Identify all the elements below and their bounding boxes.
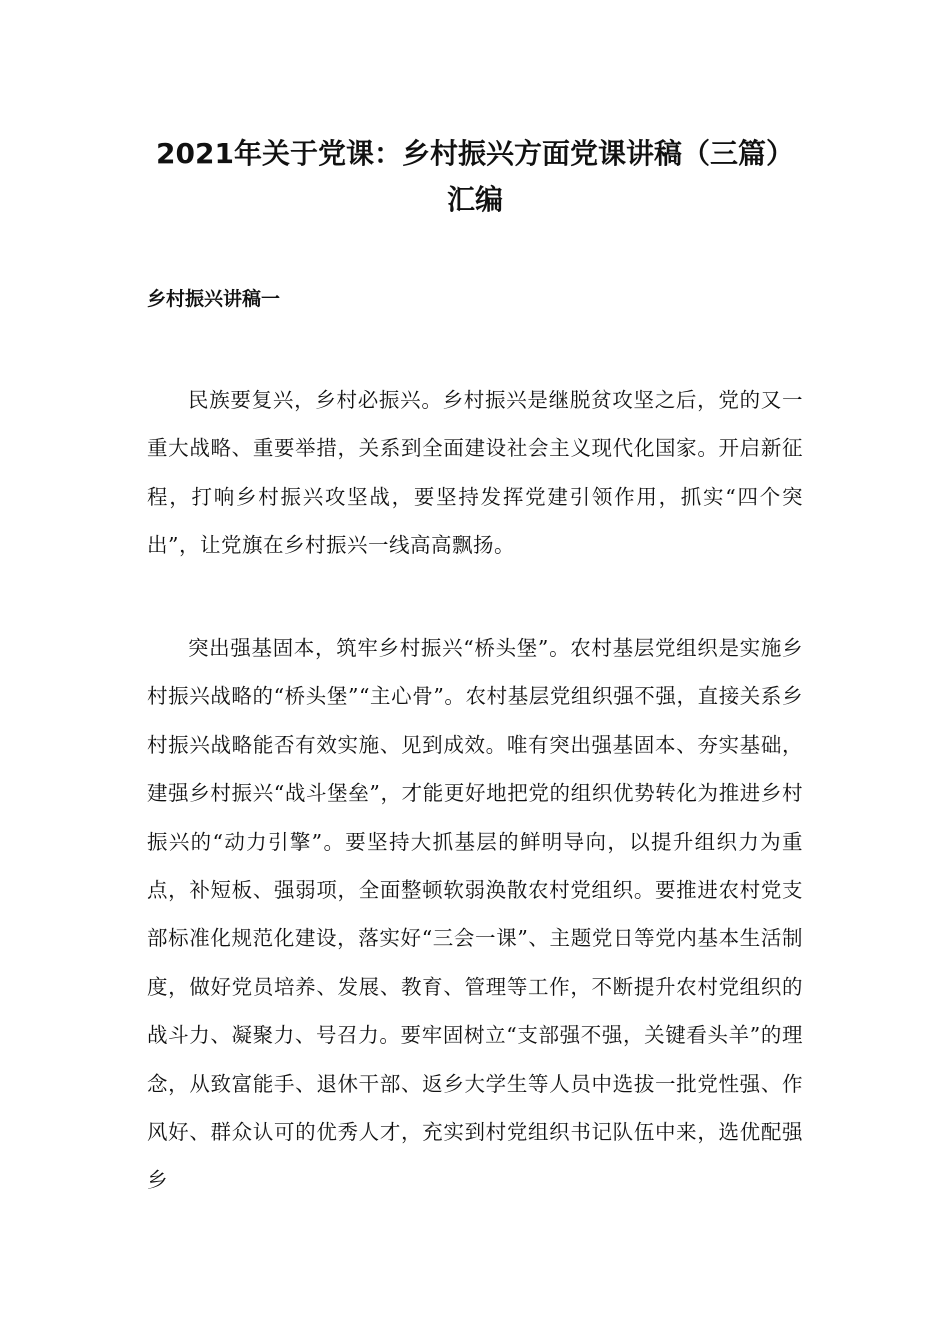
document-title-line-1: 2021年关于党课：乡村振兴方面党课讲稿（三篇） xyxy=(156,137,794,170)
body-paragraph: 民族要复兴，乡村必振兴。乡村振兴是继脱贫攻坚之后，党的又一重大战略、重要举措，关系到全面建设社会主义现代化国家。开启新征程，打响乡村振兴攻坚战，要坚持发挥党建引领作用，抓实“四个突出”，让党旗在乡村振兴一线高高飘扬。 xyxy=(147,388,803,558)
body-paragraph: 突出强基固本，筑牢乡村振兴“桥头堡”。农村基层党组织是实施乡村振兴战略的“桥头堡”“主心骨”。农村基层党组织强不强，直接关系乡村振兴战略能否有效实施、见到成效。唯有突出强基固本、夯实基础，建强乡村振兴“战斗堡垒”，才能更好地把党的组织优势转化为推进乡村振兴的“动力引擎”。要坚持大抓基层的鲜明导向，以提升组织力为重点，补短板、强弱项，全面整顿软弱涣散农村党组织。要推进农村党支部标准化规范化建设，落实好“三会一课”、主题党日等党内基本生活制度，做好党员培养、发展、教育、管理等工作，不断提升农村党组织的战斗力、凝聚力、号召力。要牢固树立“支部强不强，关键看头羊”的理念，从致富能手、退休干部、返乡大学生等人员中选拔一批党性强、作风好、群众认可的优秀人才，充实到村党组织书记队伍中来，选优配强乡 xyxy=(147,636,803,1193)
document-title-line-2: 汇编 xyxy=(446,183,503,216)
section-heading: 乡村振兴讲稿一 xyxy=(147,288,281,310)
